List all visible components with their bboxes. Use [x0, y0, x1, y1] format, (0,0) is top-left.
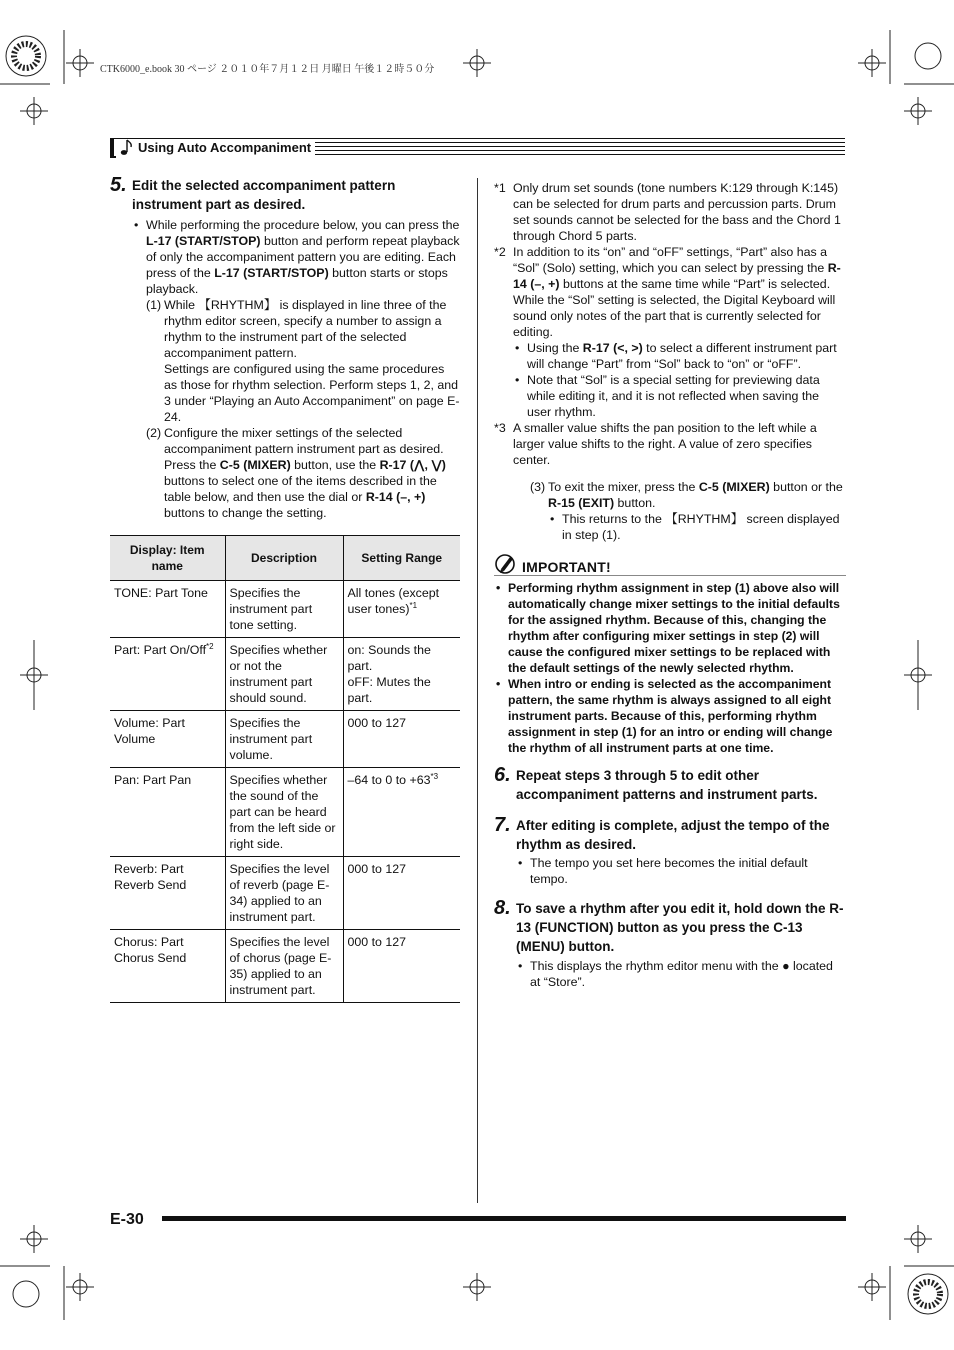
text: to select a different instrument part will change “Part” from “Sol” back to “on” or “oFF”.: [527, 341, 837, 371]
table-row: [110, 638, 460, 711]
step-7: [494, 816, 846, 854]
button-ref: L-17 (START/STOP): [214, 266, 329, 280]
column-header: Setting Range: [343, 536, 460, 581]
footnote-ref: *2: [206, 641, 214, 651]
button-ref: R-17 (⋀, ⋁): [379, 458, 446, 472]
text: While performing the procedure below, you can press the: [146, 218, 460, 232]
cell-item: [110, 711, 225, 768]
cell-range: [343, 638, 460, 711]
cell-range: [343, 930, 460, 1003]
important-item: • When intro or ending is selected as the accompaniment pattern, the same rhythm is always assigned to all eight instrument parts. Because of this, performing rhythm assignment in step (1) for an intro or ending will change the rhythm of all instrument parts at one time.: [494, 676, 846, 756]
section-title-text: Using Auto Accompaniment: [138, 140, 312, 155]
text: Configure the mixer settings of the selected accompaniment pattern instrument part as desired. Press the: [164, 426, 444, 472]
column-divider: [477, 178, 478, 1203]
cell-item: [110, 768, 225, 857]
text: buttons to select one of the items described in the table below, and then use the dial or: [164, 474, 437, 504]
important-item: • Performing rhythm assignment in step (1) above also will automatically change mixer settings to the initial defaults for the assigned rhythm. Because of this, changing the rhythm after configuring mixer settings in step (2) will cause the configured mixer settings to be replaced with the default settings of the newly selected rhythm.: [494, 580, 846, 676]
footnote-mark: *2: [494, 245, 506, 259]
music-note-icon: [120, 139, 134, 156]
text: button starts or stops playback.: [146, 266, 448, 296]
button-ref: R-15 (EXIT): [548, 496, 615, 510]
column-header: Display: Item name: [110, 536, 225, 581]
cell-item: [110, 581, 225, 638]
footnote-3: [494, 420, 846, 468]
mixer-settings-table: [110, 535, 460, 1003]
cell-description: Specifies the instrument part volume.: [225, 711, 343, 768]
text: In addition to its “on” and “oFF” settings, “Part” also has a “Sol” (Solo) setting, which you can select by pressing the: [513, 245, 828, 275]
step-number: 5.: [110, 174, 127, 196]
substep-2: [146, 425, 460, 521]
step-title: To save a rhythm after you edit it, hold down the R-13 (FUNCTION) button as you press the C-13 (MENU) button.: [516, 901, 844, 954]
item-text: Chorus: Part Chorus Send: [114, 935, 187, 965]
cell-description: Specifies the level of chorus (page E-35) applied to an instrument part.: [225, 930, 343, 1003]
right-column: [494, 180, 846, 990]
text: button, use the: [290, 458, 380, 472]
item-text: Volume: Part Volume: [114, 716, 185, 746]
footnote-mark: *1: [494, 181, 506, 195]
text: While: [164, 298, 199, 312]
table-row: [110, 768, 460, 857]
cell-range: [343, 581, 460, 638]
range-text: on: Sounds the part. oFF: Mutes the part.: [347, 643, 431, 705]
table-header-row: [110, 536, 460, 581]
cell-description: Specifies the level of reverb (page E-34) applied to an instrument part.: [225, 857, 343, 930]
column-header: Description: [225, 536, 343, 581]
step-title: Edit the selected accompaniment pattern instrument part as desired.: [132, 178, 396, 212]
step-7-bullet: • The tempo you set here becomes the initial default tempo.: [516, 855, 846, 887]
footnote-ref: *1: [409, 600, 418, 610]
button-ref: L-17 (START/STOP): [146, 234, 261, 248]
text: is displayed in line three of the rhythm editor screen, specify a number to assign a rhythm to the instrument part of the selected accompaniment pattern.: [164, 298, 447, 360]
table-row: [110, 711, 460, 768]
item-text: Reverb: Part Reverb Send: [114, 862, 187, 892]
item-text: TONE: Part Tone: [114, 586, 208, 600]
range-text: 000 to 127: [347, 935, 407, 949]
step-5-bullet: [132, 217, 460, 297]
step-number: 8.: [494, 897, 511, 919]
substep-3-bullet: [548, 511, 846, 543]
left-column: [110, 176, 460, 1003]
cell-description: Specifies whether or not the instrument part should sound.: [225, 638, 343, 711]
section-title: [114, 139, 315, 156]
range-text: –64 to 0 to +63: [347, 773, 431, 787]
text: screen displayed in step (1).: [562, 512, 840, 542]
substep-number: (1): [146, 298, 162, 312]
step-title: Repeat steps 3 through 5 to edit other accompaniment patterns and instrument parts.: [516, 768, 818, 802]
cell-item: [110, 930, 225, 1003]
footnote-1: [494, 180, 846, 244]
filled-circle-icon: ●: [782, 959, 790, 973]
substep-number: (3): [530, 480, 546, 494]
footer-rule: [162, 1216, 846, 1221]
step-8-bullet: [516, 958, 846, 990]
step-6: [494, 766, 846, 804]
button-ref: R-17 (<, >): [582, 341, 643, 355]
important-header: [494, 553, 846, 576]
text: To exit the mixer, press the: [548, 480, 699, 494]
step-number: 7.: [494, 814, 511, 836]
button-ref: C-5 (MIXER): [219, 458, 291, 472]
range-text: All tones (except user tones): [347, 586, 440, 616]
substep-note: Settings are configured using the same procedures as those for rhythm selection. Perform steps 1, 2, and 3 under “Playing an Auto Accompaniment” on page E-24.: [164, 362, 460, 424]
footnote-text: Only drum set sounds (tone numbers K:129 through K:145) can be selected for drum parts and percussion parts. Drum set sounds cannot be selected for the bass and the Chord 1 through Chord 5 parts.: [513, 181, 841, 243]
text: button or the: [769, 480, 843, 494]
cell-item: [110, 857, 225, 930]
text: This returns to the: [562, 512, 666, 526]
text: buttons at the same time while “Part” is selected. While the “Sol” setting is selected, the Digital Keyboard will sound only notes of the part that is currently selected for editing.: [513, 277, 836, 339]
footnote-mark: *3: [494, 421, 506, 435]
print-header: CTK6000_e.book 30 ページ ２０１０年７月１２日 月曜日 午後１２時５０分: [100, 64, 435, 75]
footnote-ref: *3: [430, 771, 439, 781]
cell-item: [110, 638, 225, 711]
text: This displays the rhythm editor menu with the: [530, 959, 783, 973]
cell-description: Specifies the instrument part tone setting.: [225, 581, 343, 638]
item-text: Pan: Part Pan: [114, 773, 192, 787]
text: button and perform repeat playback of only the accompaniment pattern you are editing. Each press of the: [146, 234, 460, 280]
footnote-2-bullet: [513, 340, 846, 372]
footnote-2-bullet: • Note that “Sol” is a special setting for previewing data while editing it, and it is not reflected when saving the user rhythm.: [513, 372, 846, 420]
important-list: [494, 580, 846, 756]
table-row: [110, 930, 460, 1003]
cell-range: [343, 711, 460, 768]
text: buttons to change the setting.: [164, 506, 327, 520]
key-label: 【RHYTHM】: [665, 512, 744, 526]
cell-range: [343, 768, 460, 857]
important-label: IMPORTANT!: [522, 559, 611, 575]
item-text: Part: Part On/Off: [114, 643, 207, 657]
substep-number: (2): [146, 426, 162, 440]
range-text: 000 to 127: [347, 716, 407, 730]
step-number: 6.: [494, 764, 511, 786]
table-row: [110, 857, 460, 930]
substep-1: [146, 297, 460, 425]
section-header-bar: [110, 138, 845, 158]
warning-pen-icon: [494, 553, 518, 575]
button-ref: R-14 (–, +): [365, 490, 426, 504]
step-8: [494, 899, 846, 956]
substep-3: [530, 479, 846, 543]
text: Using the: [527, 341, 583, 355]
cell-description: Specifies whether the sound of the part can be heard from the left side or right side.: [225, 768, 343, 857]
footnote-text: A smaller value shifts the pan position to the left while a larger value shifts to the right. A value of zero specifies center.: [513, 421, 817, 467]
cell-range: [343, 857, 460, 930]
range-text: 000 to 127: [347, 862, 407, 876]
button-ref: C-5 (MIXER): [698, 480, 770, 494]
table-row: [110, 581, 460, 638]
step-title: After editing is complete, adjust the tempo of the rhythm as desired.: [516, 818, 830, 852]
button-ref: R-14 (–, +): [513, 261, 841, 291]
text: located at “Store”.: [530, 959, 833, 989]
text: button.: [614, 496, 656, 510]
footnote-2: [494, 244, 846, 420]
step-5: [110, 176, 460, 214]
page-number: E-30: [110, 1211, 144, 1228]
key-label: 【RHYTHM】: [198, 298, 277, 312]
